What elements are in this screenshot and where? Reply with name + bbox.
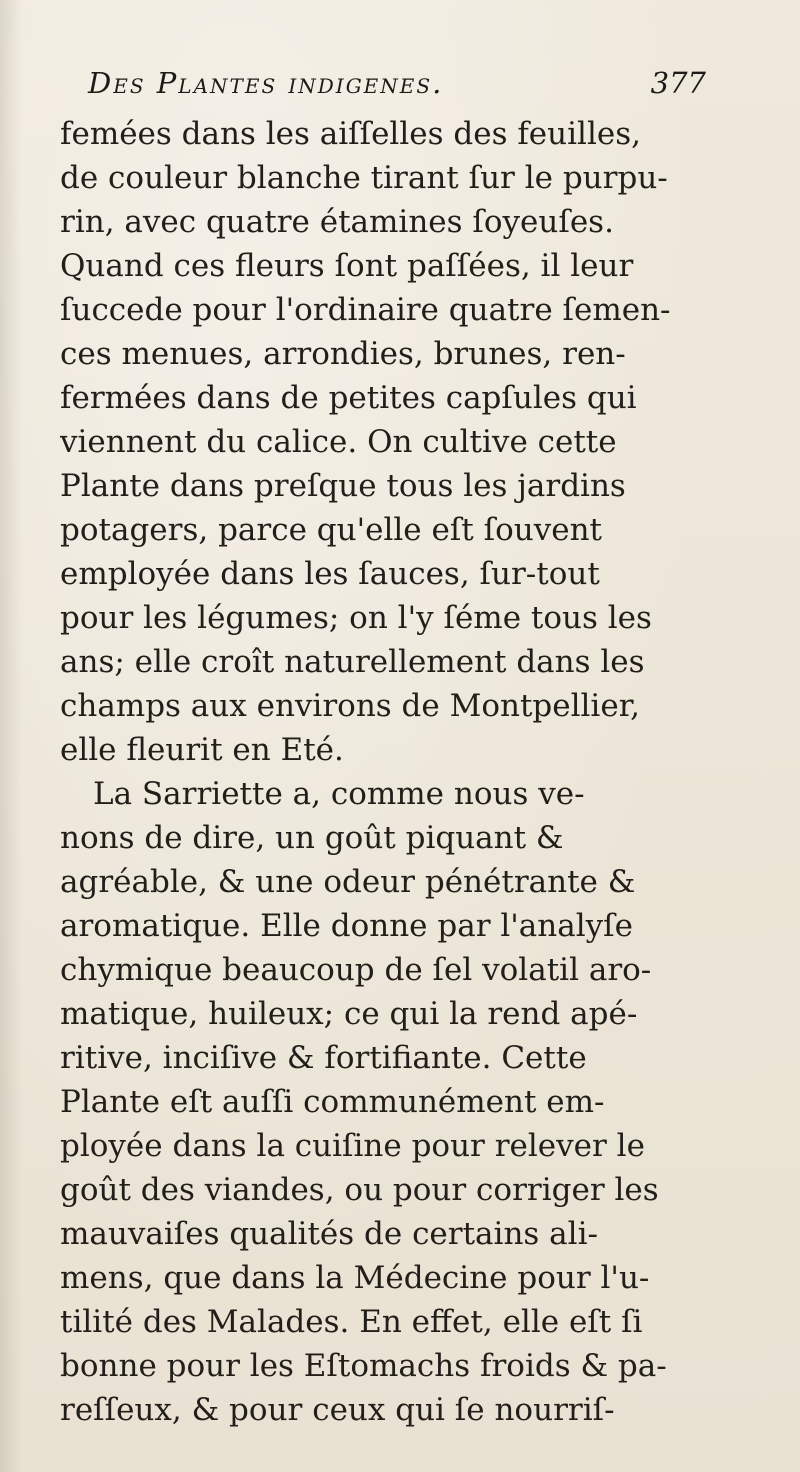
text-line: potagers, parce qu'elle eſt ſouvent [60,512,603,548]
text-line: ſuccede pour l'ordinaire quatre ſemen- [60,292,671,328]
text-line: nons de dire, un goût piquant & [60,820,564,856]
running-title: Des Plantes indigenes. [88,66,444,100]
text-line: champs aux environs de Montpellier, [60,688,640,724]
text-line: mauvaiſes qualités de certains ali- [60,1216,598,1252]
text-line: tilité des Malades. En effet, elle eſt ſi [60,1304,643,1340]
text-line: de couleur blanche tirant ſur le purpu- [60,160,668,196]
running-header [88,66,728,110]
text-line: chymique beaucoup de ſel volatil aro- [60,952,652,988]
text-line: La Sarriette a, comme nous ve- [93,776,585,812]
text-line: ritive, inciſive & fortifiante. Cette [60,1040,587,1076]
text-line: agréable, & une odeur pénétrante & [60,864,636,900]
text-line: bonne pour les Eſtomachs froids & pa- [60,1348,667,1384]
text-line: employée dans les ſauces, ſur-tout [60,556,600,592]
text-line: goût des viandes, ou pour corriger les [60,1172,659,1208]
text-line: pour les légumes; on l'y ſéme tous les [60,600,652,636]
text-line: viennent du calice. On cultive cette [60,424,617,460]
text-line: mens, que dans la Médecine pour l'u- [60,1260,650,1296]
page-number: 377 [650,66,706,100]
text-line: reſſeux, & pour ceux qui ſe nourriſ- [60,1392,615,1428]
text-line: Plante dans preſque tous les jardins [60,468,626,504]
text-line: ployée dans la cuiſine pour relever le [60,1128,645,1164]
text-line: ans; elle croît naturellement dans les [60,644,645,680]
text-line: elle fleurit en Eté. [60,732,344,768]
text-line: ces menues, arrondies, brunes, ren- [60,336,626,372]
text-line: femées dans les aiſſelles des feuilles, [60,116,641,152]
text-line: rin, avec quatre étamines ſoyeuſes. [60,204,614,240]
text-line: matique, huileux; ce qui la rend apé- [60,996,638,1032]
spine-shadow [0,0,22,1472]
text-line: aromatique. Elle donne par l'analyſe [60,908,633,944]
text-line: Quand ces fleurs ſont paſſées, il leur [60,248,634,284]
text-line: Plante eſt auſſi communément em- [60,1084,605,1120]
text-line: fermées dans de petites capſules qui [60,380,637,416]
